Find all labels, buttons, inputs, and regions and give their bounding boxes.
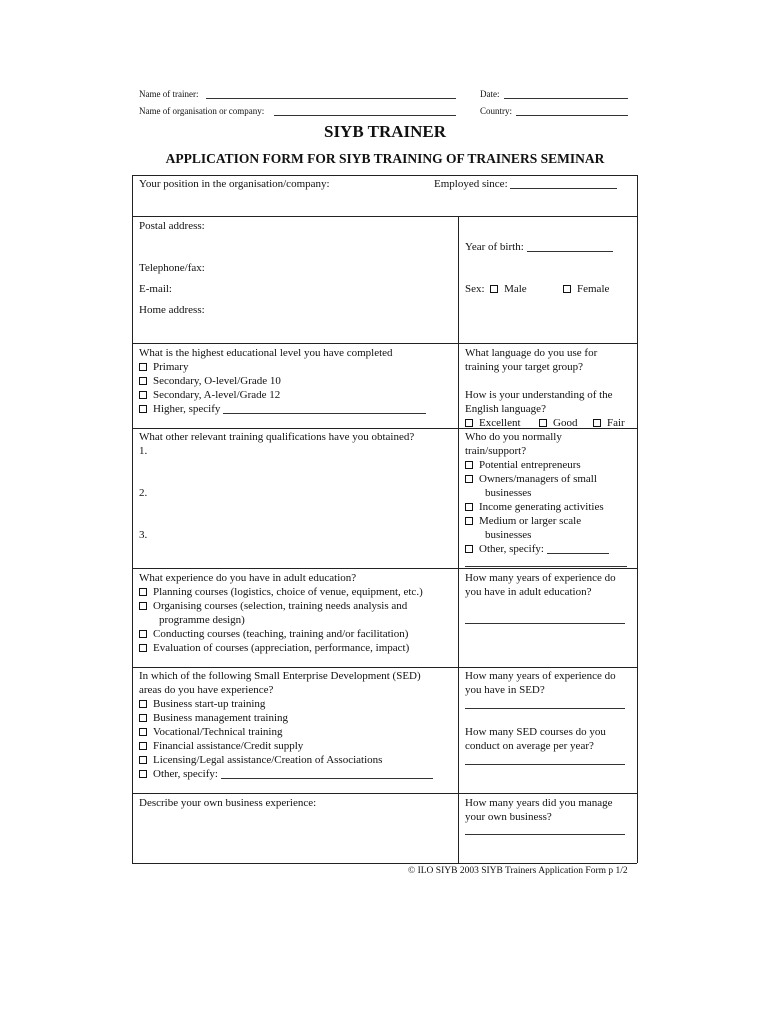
who-other-field-2[interactable] xyxy=(465,566,627,567)
sed-option-management: Business management training xyxy=(139,711,288,725)
country-field[interactable] xyxy=(516,115,628,116)
position-label: Your position in the organisation/company: xyxy=(139,178,330,190)
home-address-label: Home address: xyxy=(139,304,205,316)
qualifications-question: What other relevant training qualifications have you obtained? xyxy=(139,431,415,443)
checkbox[interactable] xyxy=(139,728,147,736)
education-option-primary: Primary xyxy=(139,360,188,374)
footer-copyright: © ILO SIYB 2003 SIYB Trainers Application Form p 1/2 xyxy=(408,866,628,876)
sed-courses-field[interactable] xyxy=(465,764,625,765)
sed-other-field[interactable] xyxy=(221,768,433,779)
qualification-number-2: 2. xyxy=(139,487,148,499)
adult-option-conducting: Conducting courses (teaching, training and/or facilitation) xyxy=(139,627,408,641)
manage-years-question-1: How many years did you manage xyxy=(465,797,613,809)
checkbox[interactable] xyxy=(465,503,473,511)
female-checkbox[interactable] xyxy=(563,285,571,293)
checkbox[interactable] xyxy=(139,630,147,638)
adult-years-question-1: How many years of experience do xyxy=(465,572,616,584)
sex-field: Sex: Male xyxy=(465,283,527,295)
name-of-trainer-field[interactable] xyxy=(206,98,456,99)
manage-years-field[interactable] xyxy=(465,834,625,835)
sed-courses-question-2: conduct on average per year? xyxy=(465,740,594,752)
sed-option-vocational: Vocational/Technical training xyxy=(139,725,282,739)
who-option-potential: Potential entrepreneurs xyxy=(465,458,581,472)
postal-address-label: Postal address: xyxy=(139,220,205,232)
who-other-field[interactable] xyxy=(547,543,609,554)
sed-years-question-1: How many years of experience do xyxy=(465,670,616,682)
checkbox[interactable] xyxy=(139,391,147,399)
higher-specify-field[interactable] xyxy=(223,403,426,414)
sed-option-licensing: Licensing/Legal assistance/Creation of Associations xyxy=(139,753,382,767)
telephone-fax-label: Telephone/fax: xyxy=(139,262,205,274)
checkbox[interactable] xyxy=(465,517,473,525)
checkbox[interactable] xyxy=(139,405,147,413)
checkbox[interactable] xyxy=(139,756,147,764)
english-option-fair: Fair xyxy=(593,416,625,430)
english-question-1: How is your understanding of the xyxy=(465,389,613,401)
page-title: SIYB TRAINER xyxy=(323,122,447,141)
language-question-2: training your target group? xyxy=(465,361,584,373)
who-question-2: train/support? xyxy=(465,445,527,457)
female-label: Female xyxy=(577,283,610,295)
male-label: Male xyxy=(504,283,527,295)
year-of-birth-field[interactable] xyxy=(527,241,613,252)
employed-since-label: Employed since: xyxy=(434,177,617,191)
qualification-number-1: 1. xyxy=(139,445,148,457)
sed-years-field[interactable] xyxy=(465,708,625,709)
year-of-birth-label: Year of birth: xyxy=(465,240,613,254)
sed-option-other: Other, specify: xyxy=(139,767,433,781)
adult-years-question-2: you have in adult education? xyxy=(465,586,592,598)
sed-question-1: In which of the following Small Enterprise Development (SED) xyxy=(139,670,421,682)
checkbox[interactable] xyxy=(139,588,147,596)
sed-years-question-2: you have in SED? xyxy=(465,684,545,696)
english-option-excellent: Excellent xyxy=(465,416,521,430)
checkbox[interactable] xyxy=(139,363,147,371)
name-of-trainer-label: Name of trainer: xyxy=(139,89,199,99)
language-question-1: What language do you use for xyxy=(465,347,598,359)
checkbox[interactable] xyxy=(139,714,147,722)
who-option-income: Income generating activities xyxy=(465,500,604,514)
checkbox[interactable] xyxy=(465,419,473,427)
email-label: E-mail: xyxy=(139,283,172,295)
who-option-other: Other, specify: xyxy=(465,542,609,556)
checkbox[interactable] xyxy=(465,475,473,483)
employed-since-field[interactable] xyxy=(510,178,617,189)
who-option-owners: Owners/managers of small xyxy=(465,472,597,486)
who-option-owners-cont: businesses xyxy=(485,487,532,499)
who-option-medium-cont: businesses xyxy=(485,529,532,541)
adult-option-organising: Organising courses (selection, training needs analysis and xyxy=(139,599,407,613)
adult-option-planning: Planning courses (logistics, choice of venue, equipment, etc.) xyxy=(139,585,423,599)
business-experience-question: Describe your own business experience: xyxy=(139,797,317,809)
adult-years-field[interactable] xyxy=(465,623,625,624)
organisation-label: Name of organisation or company: xyxy=(139,106,265,116)
adult-education-question: What experience do you have in adult education? xyxy=(139,572,357,584)
who-question-1: Who do you normally xyxy=(465,431,562,443)
checkbox[interactable] xyxy=(539,419,547,427)
who-option-medium: Medium or larger scale xyxy=(465,514,581,528)
qualification-number-3: 3. xyxy=(139,529,148,541)
education-question: What is the highest educational level you have completed xyxy=(139,347,393,359)
country-label: Country: xyxy=(480,106,513,116)
manage-years-question-2: your own business? xyxy=(465,811,552,823)
checkbox[interactable] xyxy=(465,461,473,469)
english-question-2: English language? xyxy=(465,403,546,415)
date-label: Date: xyxy=(480,89,500,99)
checkbox[interactable] xyxy=(139,770,147,778)
checkbox[interactable] xyxy=(593,419,601,427)
education-option-higher: Higher, specify xyxy=(139,402,426,416)
checkbox[interactable] xyxy=(139,700,147,708)
adult-option-evaluation: Evaluation of courses (appreciation, performance, impact) xyxy=(139,641,409,655)
date-field[interactable] xyxy=(504,98,628,99)
checkbox[interactable] xyxy=(139,644,147,652)
sed-courses-question-1: How many SED courses do you xyxy=(465,726,606,738)
education-option-a-level: Secondary, A-level/Grade 12 xyxy=(139,388,280,402)
male-checkbox[interactable] xyxy=(490,285,498,293)
checkbox[interactable] xyxy=(465,545,473,553)
english-option-good: Good xyxy=(539,416,577,430)
checkbox[interactable] xyxy=(139,377,147,385)
adult-option-organising-cont: programme design) xyxy=(159,614,245,626)
checkbox[interactable] xyxy=(139,742,147,750)
sed-option-startup: Business start-up training xyxy=(139,697,265,711)
sed-option-financial: Financial assistance/Credit supply xyxy=(139,739,303,753)
page-subtitle: APPLICATION FORM FOR SIYB TRAINING OF TRAINERS SEMINAR xyxy=(165,151,605,166)
organisation-field[interactable] xyxy=(274,115,456,116)
education-option-o-level: Secondary, O-level/Grade 10 xyxy=(139,374,281,388)
sed-question-2: areas do you have experience? xyxy=(139,684,274,696)
female-option xyxy=(563,282,609,296)
checkbox[interactable] xyxy=(139,602,147,610)
